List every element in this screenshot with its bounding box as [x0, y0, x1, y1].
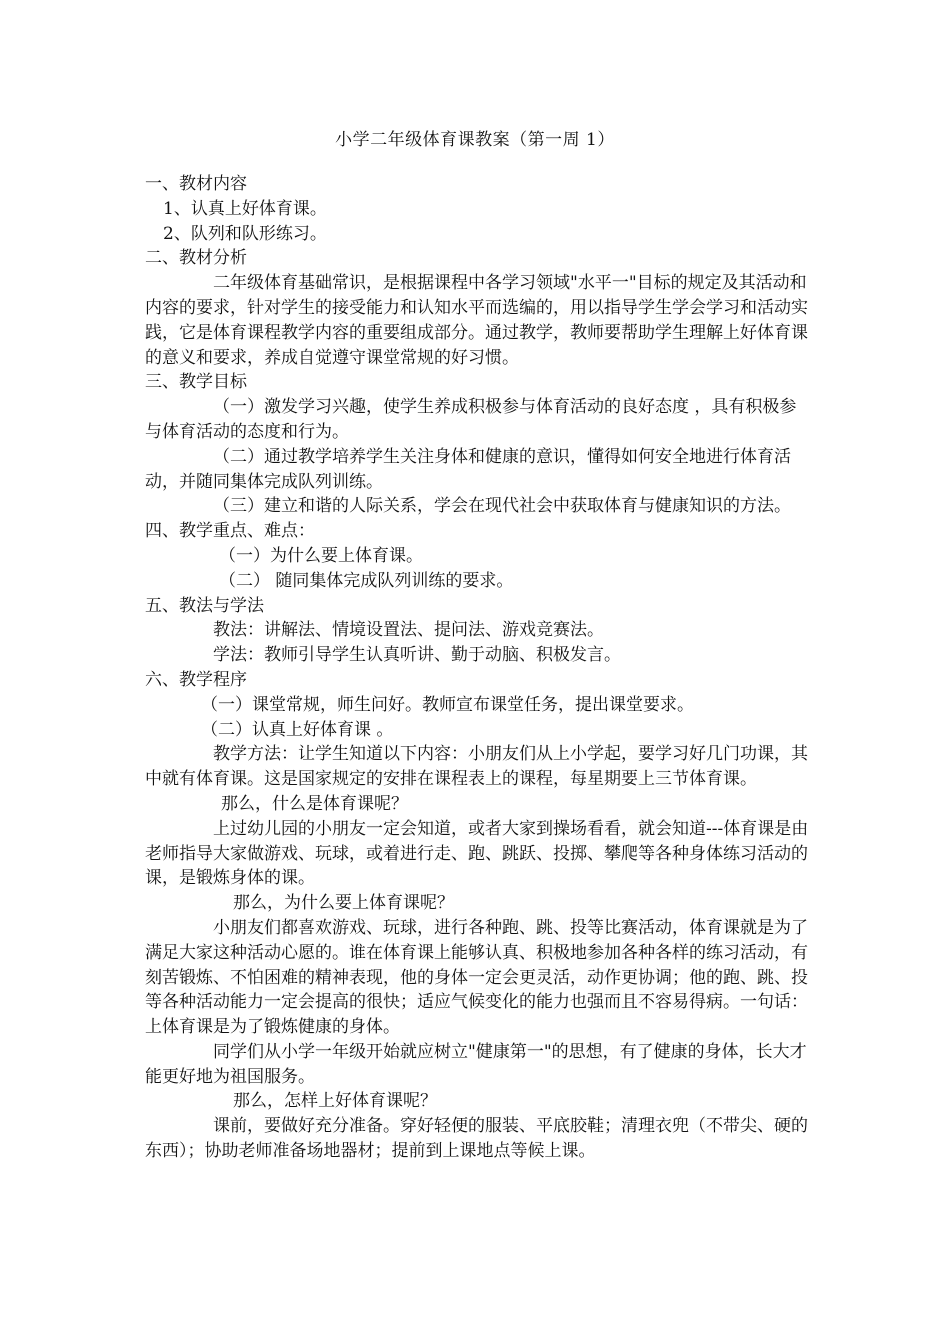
section-heading-key-points: 四、教学重点、难点： — [145, 521, 315, 542]
section-heading-procedure: 六、教学程序 — [145, 669, 247, 690]
teaching-method: 教法：讲解法、情境设置法、提问法、游戏竞赛法。 — [213, 620, 604, 641]
section-heading-goals: 三、教学目标 — [145, 372, 247, 393]
section-heading-analysis: 二、教材分析 — [145, 248, 247, 269]
procedure-step: （一）课堂常规，师生问好。教师宣布课堂任务，提出课堂要求。 — [201, 694, 694, 715]
procedure-paragraph: 上过幼儿园的小朋友一定会知道，或者大家到操场看看，就会知道---体育课是由老师指导大家做游戏、玩球，或着进行走、跑、跳跃、投掷、攀爬等各种身体练习活动的课，是锻炼身体的课。 — [145, 818, 809, 889]
procedure-step: （二）认真上好体育课 。 — [201, 719, 394, 740]
procedure-paragraph: 同学们从小学一年级开始就应树立"健康第一"的思想，有了健康的身体，长大才能更好地为祖国服务。 — [145, 1041, 807, 1087]
learning-method: 学法：教师引导学生认真听讲、勤于动脑、积极发言。 — [213, 645, 621, 666]
procedure-question: 那么，什么是体育课呢？ — [221, 793, 408, 814]
procedure-question: 那么，为什么要上体育课呢？ — [233, 893, 454, 914]
goal-paragraph: （二）通过教学培养学生关注身体和健康的意识，懂得如何安全地进行体育活动，并随同集体完成队列训练。 — [145, 446, 791, 492]
document-body — [145, 172, 810, 1164]
key-point-item: （一）为什么要上体育课。 — [219, 545, 423, 566]
procedure-paragraph: 课前，要做好充分准备。穿好轻便的服装、平底胶鞋；清理衣兜（不带尖、硬的东西）；协助老师准备场地器材；提前到上课地点等候上课。 — [145, 1116, 808, 1162]
section-heading-methods: 五、教法与学法 — [145, 595, 264, 616]
content-item: 2、队列和队形练习。 — [163, 223, 327, 244]
goal-paragraph: （一）激发学习兴趣，使学生养成积极参与体育活动的良好态度 ，具有积极参与体育活动的态度和行为。 — [145, 397, 797, 442]
procedure-paragraph: 教学方法：让学生知道以下内容：小朋友们从上小学起，要学习好几门功课，其中就有体育课。这是国家规定的安排在课程表上的课程，每星期要上三节体育课。 — [145, 744, 808, 790]
document-title: 小学二年级体育课教案（第一周 1） — [335, 130, 615, 150]
goal-paragraph: （三）建立和谐的人际关系，学会在现代社会中获取体育与健康知识的方法。 — [213, 496, 791, 517]
procedure-question: 那么，怎样上好体育课呢？ — [233, 1091, 437, 1112]
analysis-paragraph: 二年级体育基础常识，是根据课程中各学习领域"水平一"目标的规定及其活动和内容的要求，针对学生的接受能力和认知水平而选编的，用以指导学生学会学习和活动实践，它是体育课程教学内容的重要组成部分。通过教学，教师要帮助学生理解上好体育课的意义和要求，养成自觉遵守课堂常规的好习惯。 — [145, 273, 808, 368]
procedure-paragraph: 小朋友们都喜欢游戏、玩球，进行各种跑、跳、投等比赛活动，体育课就是为了满足大家这种活动心愿的。谁在体育课上能够认真、积极地参加各种各样的练习活动，有刻苦锻炼、不怕困难的精神表现，他的身体一定会更灵活，动作更协调；他的跑、跳、投等各种活动能力一定会提高的很快；适应气候变化的能力也强而且不容易得病。一句话：上体育课是为了锻炼健康的身体。 — [145, 917, 808, 1038]
content-item: 1、认真上好体育课。 — [163, 198, 327, 219]
section-heading-content: 一、教材内容 — [145, 174, 247, 194]
key-point-item: （二） 随同集体完成队列训练的要求。 — [219, 570, 514, 591]
